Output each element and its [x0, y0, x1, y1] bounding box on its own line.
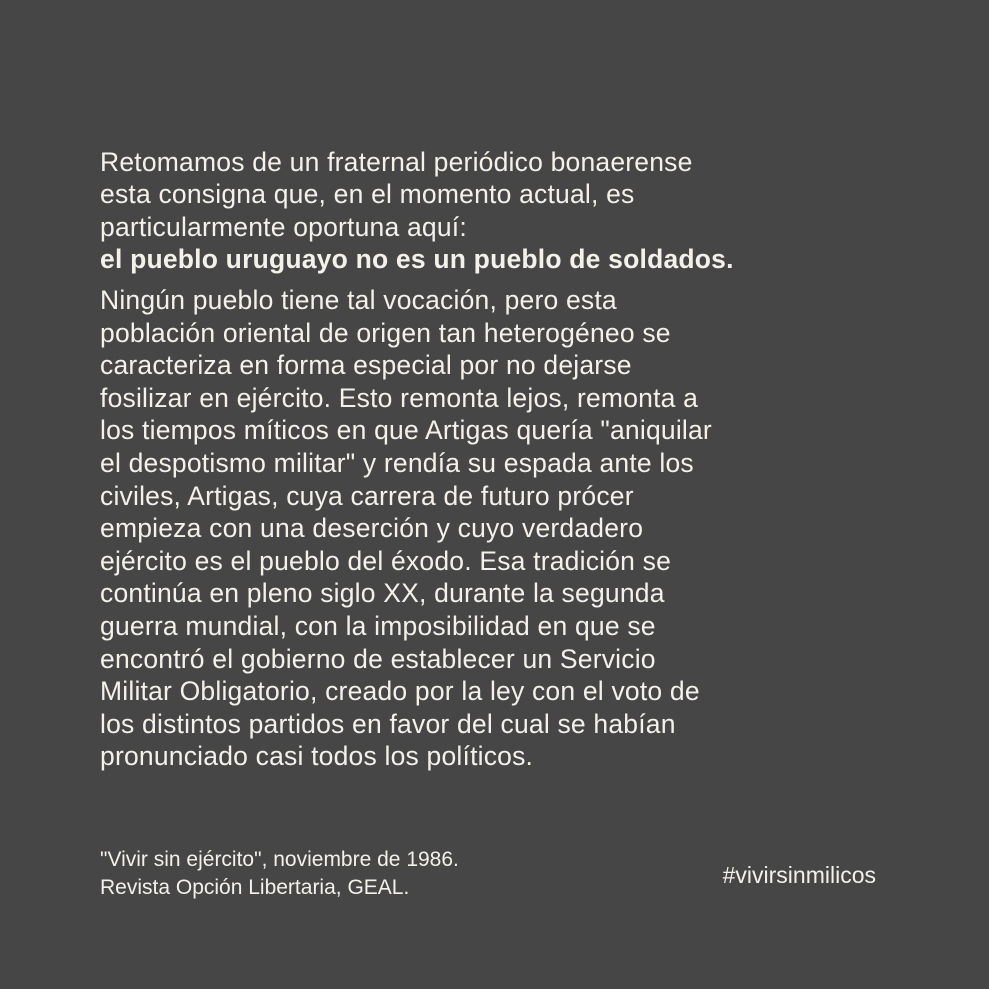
body-paragraph: Ningún pueblo tiene tal vocación, pero esta población oriental de origen tan heterogéneo se caracteriza en forma especial por no dejarse fosilizar en ejército. Esto remonta lejos, remonta a los tiempos míticos en que Artigas quería "aniquilar el despotismo militar" y rendía su espada ante los civiles, Artigas, cuya carrera de futuro prócer empieza con una deserción y cuyo verdadero ejército es el pueblo del éxodo. Esa tradición se continúa en pleno siglo XX, durante la segunda guerra mundial, con la imposibilidad en que se encontró el gobierno de establecer un Servicio Militar Obligatorio, creado por la ley con el voto de los distintos partidos en favor del cual se habían pronunciado casi todos los políticos.: [100, 285, 712, 772]
source-citation: "Vivir sin ejército", noviembre de 1986. Revista Opción Libertaria, GEAL.: [100, 848, 459, 899]
intro-paragraph: [100, 113, 734, 309]
hashtag: #vivirsinmilicos: [722, 862, 876, 888]
intro-highlight: el pueblo uruguayo no es un pueblo de soldados.: [100, 244, 734, 275]
intro-text: Retomamos de un fraternal periódico bonaerense esta consigna que, en el momento actual, es particularmente oportuna aquí:: [100, 146, 693, 242]
